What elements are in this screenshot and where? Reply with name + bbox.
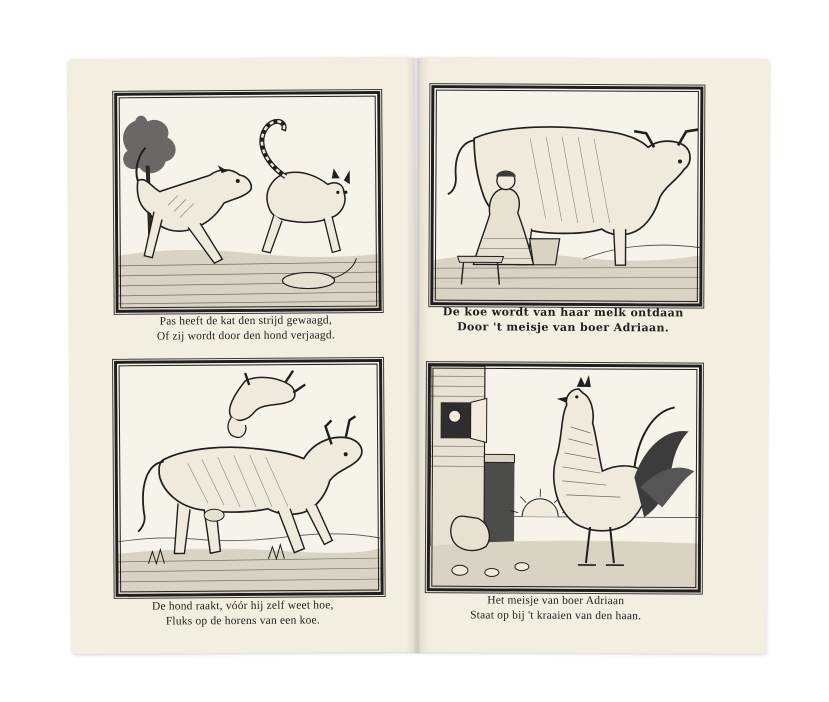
left-page: [68, 57, 418, 654]
caption-dog-tossed-by-cow: [112, 598, 374, 630]
girl-milking-cow-illustration: [433, 88, 700, 303]
caption-line: Door 't meisje van boer Adriaan.: [457, 320, 670, 335]
woodcut-rooster-crowing: [427, 363, 702, 592]
rooster-crowing-illustration: [430, 366, 699, 589]
dog-and-cat-illustration: [117, 94, 378, 310]
caption-line: Staat op bij 't kraaien van den haan.: [470, 609, 642, 623]
caption-line: De hond raakt, vóór hij zelf weet hoe,: [151, 599, 334, 613]
caption-line: Pas heeft de kat den strijd gewaagd,: [159, 314, 332, 328]
cow-tossing-dog-illustration: [117, 362, 381, 594]
woodcut-girl-milking-cow: [430, 85, 703, 306]
woodcut-dog-tossed-by-cow: [114, 359, 384, 597]
caption-line: Fluks op de horens van een koe.: [165, 614, 320, 628]
right-page: [416, 57, 769, 654]
caption-girl-milking-cow: [430, 304, 696, 335]
woodcut-dog-and-cat: [114, 91, 382, 313]
caption-line: Of zij wordt door den hond verjaagd.: [156, 329, 335, 343]
book-gutter: [406, 58, 430, 653]
caption-line: Het meisje van boer Adriaan: [487, 594, 625, 608]
caption-line: De koe wordt van haar melk ontdaan: [442, 305, 684, 320]
caption-dog-and-cat: [116, 313, 376, 345]
book-spread: [70, 58, 770, 653]
caption-rooster-crowing: [423, 593, 689, 624]
